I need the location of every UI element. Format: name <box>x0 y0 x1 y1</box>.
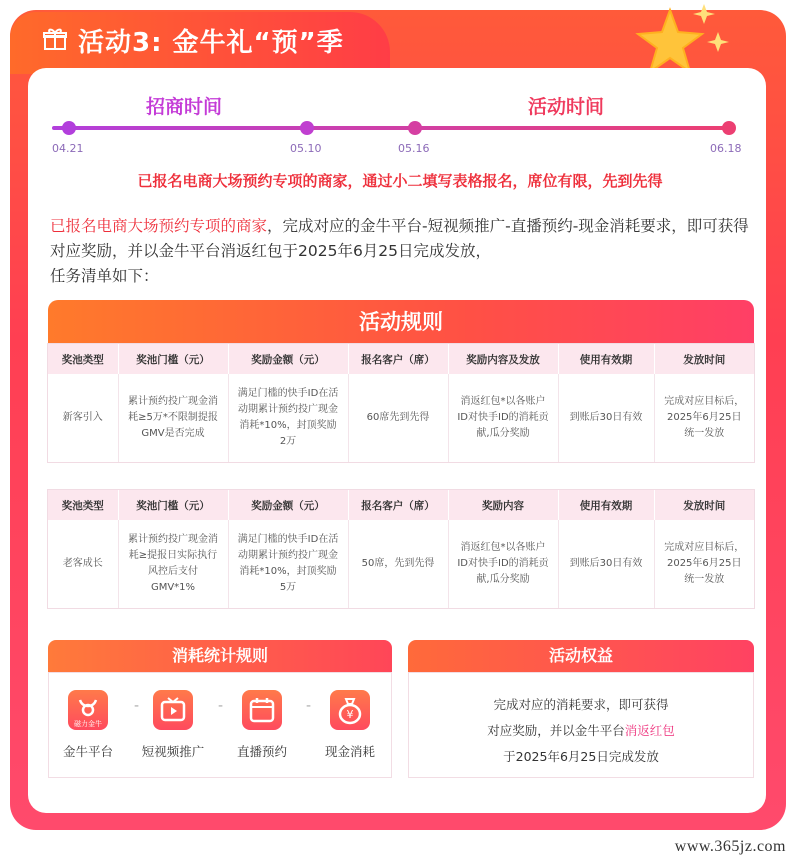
table-header: 发放时间 <box>654 344 754 374</box>
table-header: 奖励内容及发放 <box>448 344 558 374</box>
table-header: 奖池类型 <box>48 490 118 520</box>
watermark: www.365jz.com <box>674 838 786 855</box>
intro-paragraph <box>50 214 760 289</box>
table-header: 使用有效期 <box>558 490 654 520</box>
benefits-text <box>408 692 754 770</box>
table-cell: 消返红包*以各账户ID对快手ID的消耗贡献,瓜分奖励 <box>448 520 558 608</box>
table-header: 奖池类型 <box>48 344 118 374</box>
step-short-video <box>128 690 218 760</box>
intro-highlight: 已报名电商大场预约专项的商家 <box>50 217 268 235</box>
table-cell: 消返红包*以各账户ID对快手ID的消耗贡献,瓜分奖励 <box>448 374 558 462</box>
calendar-icon <box>242 690 282 730</box>
table-cell: 满足门槛的快手ID在活动期累计预约投广现金消耗*10%，封顶奖励2万 <box>228 374 348 462</box>
table-header: 奖池门槛（元） <box>118 490 228 520</box>
step-label: 金牛平台 <box>62 744 113 759</box>
benefits-line2 <box>408 718 754 744</box>
timeline-dot <box>722 121 736 135</box>
benefits-highlight: 消返红包 <box>624 723 675 738</box>
table-cell: 到账后30日有效 <box>558 520 654 608</box>
benefits-line3: 于2025年6月25日完成发放 <box>503 749 659 764</box>
svg-text:¥: ¥ <box>346 708 354 721</box>
benefits-title: 活动权益 <box>408 640 754 672</box>
step-label: 直播预约 <box>236 744 287 759</box>
step-label: 短视频推广 <box>141 744 205 759</box>
step-label: 现金消耗 <box>324 744 375 759</box>
timeline-date: 05.16 <box>398 142 430 155</box>
table-row <box>48 520 754 608</box>
step-separator: - <box>218 698 224 714</box>
table-header: 奖励金额（元） <box>228 490 348 520</box>
table-cell: 完成对应目标后，2025年6月25日统一发放 <box>664 396 745 439</box>
table-cell: 50席，先到先得 <box>348 520 448 608</box>
table-row <box>48 374 754 462</box>
brand-badge: 磁力金牛 <box>74 720 102 728</box>
table-header: 奖励内容 <box>448 490 558 520</box>
timeline-left-label: 招商时间 <box>146 96 223 118</box>
intro-line3: 任务清单如下： <box>50 267 159 285</box>
gift-icon <box>42 26 68 52</box>
benefits-line1: 完成对应的消耗要求，即可获得 <box>493 697 669 712</box>
golden-bull-icon <box>68 690 108 730</box>
step-separator: - <box>134 698 140 714</box>
table-cell: 60席先到先得 <box>348 374 448 462</box>
consumption-title: 消耗统计规则 <box>48 640 392 672</box>
timeline-right-label: 活动时间 <box>528 96 605 118</box>
rules-table-returning <box>48 490 754 608</box>
timeline-bar <box>52 126 730 130</box>
timeline-dot <box>300 121 314 135</box>
timeline-date: 05.10 <box>290 142 322 155</box>
rules-table-new <box>48 344 754 462</box>
table-cell: 新客引入 <box>48 374 118 462</box>
notice-text: 已报名电商大场预约专项的商家，通过小二填写表格报名，席位有限，先到先得 <box>137 172 663 190</box>
table-header: 发放时间 <box>654 490 754 520</box>
timeline-date: 04.21 <box>52 142 84 155</box>
money-bag-icon <box>330 690 370 730</box>
table-header: 奖池门槛（元） <box>118 344 228 374</box>
step-live-reservation <box>222 690 302 760</box>
table-cell: 累计预约投广现金消耗≥提报日实际执行风控后支付GMV*1% <box>118 520 228 608</box>
table-header: 报名客户（席） <box>348 344 448 374</box>
intro-rest: ，完成对应的金牛平台-短视频推广-直播预约-现金消耗要求，即可获得对应奖励，并以金牛平台消返红包于2025年6月25日完成发放， <box>50 217 749 260</box>
table-header: 使用有效期 <box>558 344 654 374</box>
table-cell: 满足门槛的快手ID在活动期累计预约投广现金消耗*10%，封顶奖励5万 <box>228 520 348 608</box>
benefits-line2-prefix: 对应奖励，并以金牛平台 <box>487 723 625 738</box>
rules-banner: 活动规则 <box>48 300 754 344</box>
table-cell: 完成对应目标后，2025年6月25日统一发放 <box>664 542 745 585</box>
table-cell: 老客成长 <box>48 520 118 608</box>
step-golden-bull <box>48 690 128 760</box>
table-cell: 累计预约投广现金消耗≥5万*不限制提报GMV是否完成 <box>118 374 228 462</box>
table-header: 报名客户（席） <box>348 490 448 520</box>
step-separator: - <box>306 698 312 714</box>
table-header: 奖励金额（元） <box>228 344 348 374</box>
tv-play-icon <box>153 690 193 730</box>
timeline-dot <box>62 121 76 135</box>
timeline-date: 06.18 <box>710 142 742 155</box>
page-title: 活动3: 金牛礼“预”季 <box>78 28 344 58</box>
table-cell: 到账后30日有效 <box>558 374 654 462</box>
timeline-dot <box>408 121 422 135</box>
step-cash-consumption <box>310 690 390 760</box>
